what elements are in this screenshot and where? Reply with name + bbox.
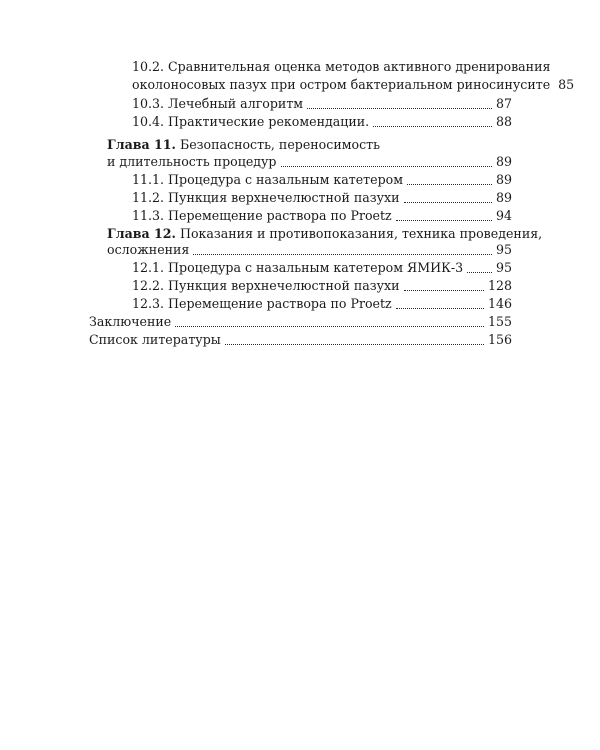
toc-entry-title: 10.3. Лечебный алгоритм xyxy=(132,96,304,111)
toc-page-number: 89 xyxy=(495,190,512,205)
toc-entry-conclusion[interactable] xyxy=(89,313,512,330)
chapter-label: Глава 12. xyxy=(107,226,176,241)
toc-page-number: 94 xyxy=(495,208,512,223)
leader-dots xyxy=(396,220,492,221)
toc-entry-title: 11.2. Пункция верхнечелюстной пазухи xyxy=(132,190,400,205)
toc-page-number: 85 xyxy=(558,77,575,92)
toc-entry-title: 12.1. Процедура с назальным катетером ЯМИК-3 xyxy=(132,260,464,275)
toc-entry-title: 11.1. Процедура с назальным катетером xyxy=(132,172,404,187)
toc-entry-12-2[interactable] xyxy=(132,277,512,294)
leader-dots xyxy=(404,290,484,291)
chapter-label: Глава 11. xyxy=(107,137,176,152)
toc-page-number: 146 xyxy=(487,296,512,311)
toc-page-number: 95 xyxy=(495,260,512,275)
leader-dots xyxy=(467,272,492,273)
toc-entry-references[interactable] xyxy=(89,331,512,348)
toc-entry-10-3[interactable] xyxy=(132,95,512,112)
toc-page-number: 128 xyxy=(487,278,512,293)
toc-page-number: 95 xyxy=(495,242,512,257)
toc-entry-title: осложнения xyxy=(107,242,190,257)
leader-dots xyxy=(225,344,484,345)
leader-dots xyxy=(281,166,492,167)
chapter-title-line1: Показания и противопоказания, техника проведения, xyxy=(175,226,543,241)
toc-entry-chapter-11[interactable] xyxy=(107,153,512,170)
toc-entry-title: Заключение xyxy=(89,314,172,329)
toc-entry-title: 10.4. Практические рекомендации. xyxy=(132,114,370,129)
toc-entry-10-2-line1: 10.2. Сравнительная оценка методов активного дренирования xyxy=(132,59,551,74)
leader-dots xyxy=(307,108,492,109)
toc-entry-chapter-12[interactable] xyxy=(107,241,512,258)
toc-entry-title: 12.3. Перемещение раствора по Proetz xyxy=(132,296,392,311)
chapter-12-heading-line1 xyxy=(107,225,542,242)
toc-entry-10-4[interactable] xyxy=(132,113,512,130)
leader-dots xyxy=(373,126,492,127)
toc-entry-12-1[interactable] xyxy=(132,259,512,276)
chapter-11-heading-line1 xyxy=(107,136,380,153)
toc-page-number: 156 xyxy=(487,332,512,347)
toc-page-number: 88 xyxy=(495,114,512,129)
toc-entry-10-2[interactable] xyxy=(132,76,575,93)
toc-entry-title: и длительность процедур xyxy=(107,154,277,169)
leader-dots xyxy=(396,308,484,309)
leader-dots xyxy=(407,184,492,185)
toc-page-number: 89 xyxy=(495,154,512,169)
toc-entry-title: Список литературы xyxy=(89,332,221,347)
toc-page-number: 155 xyxy=(487,314,512,329)
toc-entry-11-3[interactable] xyxy=(132,207,512,224)
toc-entry-title: 12.2. Пункция верхнечелюстной пазухи xyxy=(132,278,400,293)
toc-page-number: 89 xyxy=(495,172,512,187)
toc-entry-title: 11.3. Перемещение раствора по Proetz xyxy=(132,208,392,223)
chapter-title-line1: Безопасность, переносимость xyxy=(175,137,380,152)
toc-entry-11-1[interactable] xyxy=(132,171,512,188)
leader-dots xyxy=(193,254,492,255)
toc-entry-11-2[interactable] xyxy=(132,189,512,206)
toc-page-number: 87 xyxy=(495,96,512,111)
toc-entry-12-3[interactable] xyxy=(132,295,512,312)
leader-dots xyxy=(175,326,484,327)
leader-dots xyxy=(404,202,492,203)
toc-entry-title: околоносовых пазух при остром бактериальном риносинусите xyxy=(132,77,551,92)
